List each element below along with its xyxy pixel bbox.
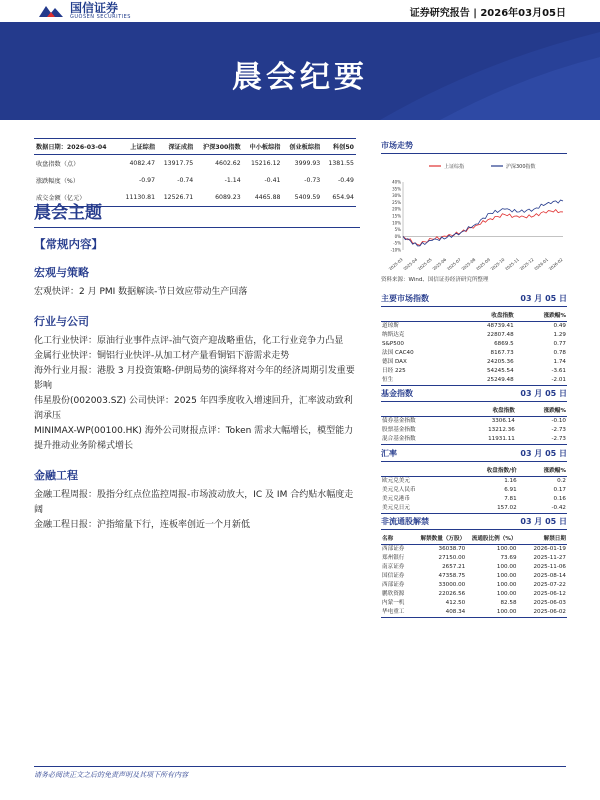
table-cell: 成交金额（亿元） xyxy=(34,189,119,207)
table-row xyxy=(381,349,567,358)
index-table-header: 数据日期：2026-03-04 xyxy=(34,139,119,155)
table-cell: 欧元兑美元 xyxy=(382,478,410,484)
legend-label: 沪深300指数 xyxy=(506,164,536,170)
table-cell: 408.34 xyxy=(419,608,466,618)
fx-date: 03 月 05 日 xyxy=(520,449,567,458)
table-cell: 1.16 xyxy=(504,478,517,484)
fx-title: 汇率 xyxy=(381,449,397,458)
section-title: 晨会主题 xyxy=(34,198,360,228)
list-item: 金属行业快评：铜铝行业快评-从加工材产量看铜铝下游需求走势 xyxy=(34,351,290,361)
table-row xyxy=(381,608,567,618)
table-cell: 100.00 xyxy=(496,546,517,552)
page-title: 晨会纪要 xyxy=(232,60,368,95)
table-cell: 2657.21 xyxy=(442,564,466,570)
table-header: 涨跌幅% xyxy=(518,464,567,477)
table-row xyxy=(381,376,567,386)
table-header: 收盘指数 xyxy=(456,404,516,417)
table-row xyxy=(381,358,567,367)
unlock-table xyxy=(381,532,567,618)
table-cell: 4465.88 xyxy=(243,189,283,207)
table-cell: -2.01 xyxy=(515,376,567,386)
table-cell: 12526.71 xyxy=(157,189,195,207)
list-item: 宏观快评：2 月 PMI 数据解读-节日效应带动生产回落 xyxy=(34,287,248,297)
table-cell: -0.74 xyxy=(177,177,194,184)
table-header: 收盘指数 xyxy=(453,309,515,322)
legend-label: 上证综指 xyxy=(444,164,465,170)
major-index-table xyxy=(381,309,567,386)
category-title: 宏观与策略 xyxy=(34,266,89,279)
table-cell: -0.49 xyxy=(337,177,354,184)
table-cell: 36038.70 xyxy=(438,546,466,552)
table-cell: 纳斯达克 xyxy=(382,332,405,338)
list-item: 海外行业月报：港股 3 月投资策略-伊朗局势的演绎将对今年的经济周期引发重要影响 xyxy=(34,366,355,391)
table-cell: 2026-01-19 xyxy=(533,546,566,552)
table-cell: 0.17 xyxy=(553,487,566,493)
table-row xyxy=(34,172,356,189)
footer-disclaimer: 请务必阅读正文之后的免责声明及其项下所有内容 xyxy=(34,771,188,779)
table-row xyxy=(381,435,567,445)
major-index-title: 主要市场指数 xyxy=(381,294,429,303)
table-cell: 3999.93 xyxy=(294,160,321,167)
table-cell: 0.77 xyxy=(553,341,566,347)
table-row xyxy=(381,563,567,572)
logo-cn: 国信证券 xyxy=(70,1,119,15)
table-cell: 4082.47 xyxy=(129,160,156,167)
x-tick-label: 2025-07 xyxy=(445,256,462,270)
table-cell: 412.50 xyxy=(445,600,466,606)
table-cell: 100.00 xyxy=(496,582,517,588)
x-tick-label: 2025-05 xyxy=(416,256,433,270)
table-cell: 1.29 xyxy=(553,332,566,338)
table-header-row xyxy=(381,464,567,477)
table-header: 流通股比例（%） xyxy=(466,532,517,545)
unlock-block xyxy=(381,516,567,618)
table-cell: 0.78 xyxy=(553,350,566,356)
fx-block xyxy=(381,448,567,514)
logo-mark-icon xyxy=(38,4,64,18)
table-row xyxy=(381,504,567,514)
table-cell: 0.49 xyxy=(553,323,566,329)
table-cell: -0.41 xyxy=(264,177,281,184)
x-tick-label: 2025-03 xyxy=(387,256,404,270)
table-cell: -0.97 xyxy=(139,177,156,184)
table-row xyxy=(381,545,567,555)
table-cell: 0.2 xyxy=(557,478,566,484)
table-row xyxy=(381,322,567,332)
table-cell: 日经 225 xyxy=(382,368,406,374)
table-cell: 股票基金指数 xyxy=(382,427,416,433)
list-item: 化工行业快评：原油行业事件点评-油气资产迎战略重估，化工行业竞争力凸显 xyxy=(34,336,344,346)
index-table-header: 沪深300指数 xyxy=(195,139,242,155)
table-cell: 157.02 xyxy=(453,504,518,514)
table-header: 解禁数量（万股） xyxy=(419,532,466,545)
table-cell: S&P500 xyxy=(382,341,404,347)
list-item: 金融工程日报：沪指缩量下行，连板率创近一个月新低 xyxy=(34,520,251,530)
table-cell: 2025-06-02 xyxy=(518,608,568,618)
table-cell: 2025-06-12 xyxy=(533,591,566,597)
series-line xyxy=(403,210,563,246)
y-tick-label: 35% xyxy=(392,186,401,192)
table-cell: 15216.12 xyxy=(250,160,281,167)
table-cell: 混合基金指数 xyxy=(381,435,456,445)
table-cell: 2025-07-22 xyxy=(533,582,566,588)
table-cell: 4602.62 xyxy=(215,160,241,167)
table-header xyxy=(381,464,453,477)
table-cell: 47358.75 xyxy=(438,573,466,579)
x-tick-label: 2025-09 xyxy=(474,256,491,270)
table-cell: 1381.55 xyxy=(328,160,354,167)
fund-index-block xyxy=(381,388,567,445)
series-line xyxy=(403,200,563,246)
table-row xyxy=(381,572,567,581)
table-cell: 1.74 xyxy=(553,359,566,365)
table-cell: 27150.00 xyxy=(438,555,466,561)
table-row xyxy=(381,340,567,349)
table-cell: 11931.11 xyxy=(456,435,516,445)
unlock-title: 非流通股解禁 xyxy=(381,517,429,526)
index-table-header: 深证成指 xyxy=(157,139,195,155)
table-cell: 24205.36 xyxy=(486,359,514,365)
title-banner xyxy=(0,22,600,120)
x-tick-label: 2025-10 xyxy=(489,256,506,270)
table-cell: 6869.5 xyxy=(494,341,514,347)
table-header: 解禁日期 xyxy=(518,532,568,545)
table-cell: 82.58 xyxy=(500,600,517,606)
table-cell: 54245.54 xyxy=(486,368,514,374)
market-trend-chart xyxy=(381,152,567,270)
table-row xyxy=(381,426,567,435)
table-cell: 内蒙一机 xyxy=(382,600,405,606)
x-tick-label: 2025-08 xyxy=(460,256,477,270)
table-cell: 西部证券 xyxy=(382,546,405,552)
table-header xyxy=(381,404,456,417)
y-tick-label: 20% xyxy=(392,206,401,212)
table-cell: 100.00 xyxy=(466,608,517,618)
table-header-row xyxy=(381,309,567,322)
x-tick-label: 2025-11 xyxy=(503,256,521,270)
table-cell: 华电重工 xyxy=(381,608,419,618)
table-row xyxy=(381,477,567,487)
y-tick-label: -5% xyxy=(393,240,401,246)
table-cell: 债券基金指数 xyxy=(382,418,416,424)
x-tick-label: 2026-01 xyxy=(533,256,550,270)
table-row xyxy=(381,367,567,376)
x-tick-label: 2025-04 xyxy=(402,256,419,270)
table-cell: 654.94 xyxy=(322,189,356,207)
table-cell: 6089.23 xyxy=(195,189,242,207)
market-trend-title: 市场走势 xyxy=(381,141,413,150)
table-cell: 73.69 xyxy=(500,555,517,561)
index-table xyxy=(34,138,356,207)
table-row xyxy=(381,495,567,504)
table-header: 涨跌幅% xyxy=(516,404,567,417)
index-table-header: 上证综指 xyxy=(119,139,157,155)
table-cell: 13917.75 xyxy=(163,160,194,167)
table-cell: -0.42 xyxy=(518,504,567,514)
x-tick-label: 2025-12 xyxy=(518,256,535,270)
index-table-header: 科创50 xyxy=(322,139,356,155)
table-cell: 国信证券 xyxy=(382,573,405,579)
table-cell: 3306.14 xyxy=(491,418,515,424)
fund-index-table xyxy=(381,404,567,445)
list-item: 伟星股份(002003.SZ) 公司快评：2025 年四季度收入增速回升，汇率波动致利润承压 xyxy=(34,396,353,421)
table-cell: 0.16 xyxy=(553,496,566,502)
table-row xyxy=(381,590,567,599)
table-cell: 收盘指数（点） xyxy=(36,161,80,168)
table-cell: 100.00 xyxy=(496,591,517,597)
table-header xyxy=(381,309,453,322)
table-cell: 美元兑港币 xyxy=(382,496,410,502)
table-cell: 8167.73 xyxy=(490,350,514,356)
y-tick-label: 15% xyxy=(392,213,401,219)
logo xyxy=(38,0,131,22)
table-cell: -0.10 xyxy=(551,418,566,424)
main-content xyxy=(34,198,360,533)
table-cell: 美元兑人民币 xyxy=(382,487,416,493)
table-cell: 7.81 xyxy=(504,496,517,502)
table-cell: 德国 DAX xyxy=(382,359,407,365)
y-tick-label: 40% xyxy=(392,179,401,185)
table-row xyxy=(381,554,567,563)
table-cell: 25249.48 xyxy=(453,376,515,386)
table-header-row xyxy=(381,404,567,417)
major-index-date: 03 月 05 日 xyxy=(520,294,567,303)
category-title: 金融工程 xyxy=(34,469,78,482)
index-table-header: 中小板综指 xyxy=(243,139,283,155)
table-cell: 2025-08-14 xyxy=(533,573,566,579)
table-cell: -2.73 xyxy=(551,427,566,433)
table-cell: 48739.41 xyxy=(486,323,514,329)
index-table-header: 创业板综指 xyxy=(282,139,322,155)
table-row xyxy=(381,331,567,340)
fund-index-date: 03 月 05 日 xyxy=(520,389,567,398)
table-cell: 道琼斯 xyxy=(382,323,399,329)
table-row xyxy=(381,417,567,427)
table-cell: 郑州银行 xyxy=(382,555,405,561)
table-cell: -2.73 xyxy=(516,435,567,445)
table-header: 涨跌幅% xyxy=(515,309,567,322)
table-row xyxy=(381,486,567,495)
table-cell: -3.61 xyxy=(551,368,566,374)
table-cell: 13212.36 xyxy=(488,427,515,433)
table-cell: 5409.59 xyxy=(282,189,322,207)
fund-index-title: 基金指数 xyxy=(381,389,413,398)
major-index-block xyxy=(381,293,567,386)
list-item: 金融工程周报：股指分红点位监控周报-市场波动放大，IC 及 IM 合约贴水幅度走阔 xyxy=(34,490,354,515)
table-cell: 2025-11-27 xyxy=(533,555,566,561)
table-cell: 2025-06-03 xyxy=(533,600,566,606)
footer-divider xyxy=(34,766,566,767)
table-cell: 西部证券 xyxy=(382,582,405,588)
table-cell: 恒生 xyxy=(381,376,453,386)
fx-table xyxy=(381,464,567,514)
unlock-date: 03 月 05 日 xyxy=(520,517,567,526)
table-header: 收盘指数/价 xyxy=(453,464,518,477)
y-tick-label: 0% xyxy=(394,233,401,239)
y-tick-label: 25% xyxy=(392,199,401,205)
sub-title: 【常规内容】 xyxy=(34,237,103,251)
table-header-row xyxy=(381,532,567,545)
x-tick-label: 2026-02 xyxy=(547,256,564,270)
y-tick-label: -10% xyxy=(390,247,401,253)
table-cell: 美元兑日元 xyxy=(381,504,453,514)
table-cell: 南京证券 xyxy=(382,564,405,570)
table-cell: -1.14 xyxy=(224,177,241,184)
table-cell: -0.73 xyxy=(304,177,321,184)
category-title: 行业与公司 xyxy=(34,315,89,328)
table-cell: 33000.00 xyxy=(438,582,466,588)
y-tick-label: 10% xyxy=(392,220,401,226)
logo-en: GUOSEN SECURITIES xyxy=(70,14,131,20)
y-tick-label: 5% xyxy=(394,227,401,233)
table-cell: 6.91 xyxy=(504,487,517,493)
table-cell: 100.00 xyxy=(496,573,517,579)
report-meta: 证券研究报告 | 2026年03月05日 xyxy=(409,8,566,19)
table-cell: 22807.48 xyxy=(486,332,514,338)
table-row xyxy=(381,599,567,608)
table-cell: 法国 CAC40 xyxy=(382,350,414,356)
table-cell: 11130.81 xyxy=(119,189,157,207)
chart-source: 资料来源：Wind、国信证券经济研究所整理 xyxy=(381,277,489,283)
table-cell: 100.00 xyxy=(496,564,517,570)
table-cell: 涨跌幅度（%） xyxy=(36,178,80,185)
x-tick-label: 2025-06 xyxy=(431,256,448,270)
table-cell: 22026.56 xyxy=(438,591,466,597)
table-header: 名称 xyxy=(381,532,419,545)
table-cell: 2025-11-06 xyxy=(533,564,566,570)
table-row xyxy=(34,155,356,173)
y-tick-label: 30% xyxy=(392,193,401,199)
table-row xyxy=(381,581,567,590)
list-item: MINIMAX-WP(00100.HK) 海外公司财报点评：Token 需求大幅增长，模型能力提升推动业务阶梯式增长 xyxy=(34,426,354,451)
table-cell: 鹏欣资源 xyxy=(382,591,405,597)
top-bar xyxy=(0,0,600,22)
